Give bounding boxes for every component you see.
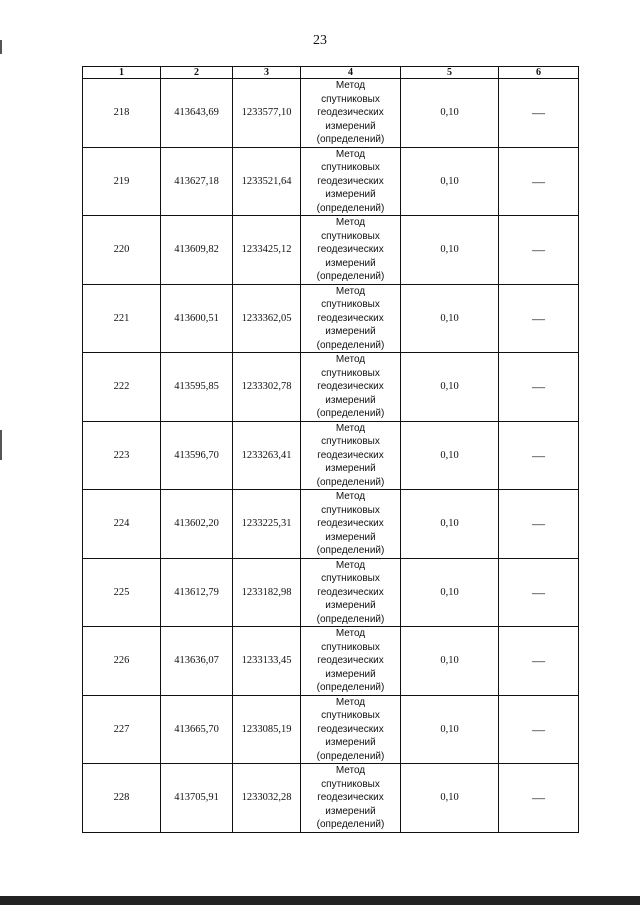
- x-coordinate-cell: 413596,70: [161, 421, 233, 490]
- accuracy-cell: 0,10: [401, 490, 499, 559]
- table-row: [83, 764, 579, 833]
- point-number-cell: 223: [83, 421, 161, 490]
- method-cell: Метод спутниковых геодезических измерений (определений): [301, 216, 401, 285]
- table-row: [83, 79, 579, 148]
- table-header: [83, 67, 579, 79]
- scan-edge-mark: [0, 430, 2, 460]
- column-header-6: 6: [499, 67, 579, 79]
- accuracy-cell: 0,10: [401, 421, 499, 490]
- x-coordinate-cell: 413627,18: [161, 147, 233, 216]
- y-coordinate-cell: 1233577,10: [233, 79, 301, 148]
- point-number-cell: 225: [83, 558, 161, 627]
- table-row: [83, 147, 579, 216]
- table-row: [83, 353, 579, 422]
- accuracy-cell: 0,10: [401, 353, 499, 422]
- x-coordinate-cell: 413643,69: [161, 79, 233, 148]
- column-header-4: 4: [301, 67, 401, 79]
- scan-edge-bottom: [0, 896, 640, 905]
- point-number-cell: 218: [83, 79, 161, 148]
- note-cell: —: [499, 490, 579, 559]
- column-header-5: 5: [401, 67, 499, 79]
- y-coordinate-cell: 1233302,78: [233, 353, 301, 422]
- coordinates-table: [82, 66, 579, 833]
- note-cell: —: [499, 695, 579, 764]
- x-coordinate-cell: 413636,07: [161, 627, 233, 696]
- x-coordinate-cell: 413609,82: [161, 216, 233, 285]
- y-coordinate-cell: 1233032,28: [233, 764, 301, 833]
- note-cell: —: [499, 764, 579, 833]
- method-cell: Метод спутниковых геодезических измерений (определений): [301, 695, 401, 764]
- note-cell: —: [499, 627, 579, 696]
- accuracy-cell: 0,10: [401, 764, 499, 833]
- method-cell: Метод спутниковых геодезических измерений (определений): [301, 353, 401, 422]
- accuracy-cell: 0,10: [401, 695, 499, 764]
- accuracy-cell: 0,10: [401, 558, 499, 627]
- point-number-cell: 220: [83, 216, 161, 285]
- x-coordinate-cell: 413612,79: [161, 558, 233, 627]
- accuracy-cell: 0,10: [401, 284, 499, 353]
- y-coordinate-cell: 1233225,31: [233, 490, 301, 559]
- accuracy-cell: 0,10: [401, 627, 499, 696]
- x-coordinate-cell: 413602,20: [161, 490, 233, 559]
- y-coordinate-cell: 1233263,41: [233, 421, 301, 490]
- method-cell: Метод спутниковых геодезических измерений (определений): [301, 79, 401, 148]
- method-cell: Метод спутниковых геодезических измерений (определений): [301, 764, 401, 833]
- y-coordinate-cell: 1233362,05: [233, 284, 301, 353]
- note-cell: —: [499, 353, 579, 422]
- note-cell: —: [499, 421, 579, 490]
- method-cell: Метод спутниковых геодезических измерений (определений): [301, 558, 401, 627]
- accuracy-cell: 0,10: [401, 147, 499, 216]
- table-body: [83, 79, 579, 833]
- table-row: [83, 558, 579, 627]
- x-coordinate-cell: 413705,91: [161, 764, 233, 833]
- header-row: [83, 67, 579, 79]
- y-coordinate-cell: 1233085,19: [233, 695, 301, 764]
- method-cell: Метод спутниковых геодезических измерений (определений): [301, 421, 401, 490]
- method-cell: Метод спутниковых геодезических измерений (определений): [301, 284, 401, 353]
- note-cell: —: [499, 216, 579, 285]
- table-row: [83, 284, 579, 353]
- table-row: [83, 490, 579, 559]
- x-coordinate-cell: 413595,85: [161, 353, 233, 422]
- x-coordinate-cell: 413600,51: [161, 284, 233, 353]
- page-number: 23: [313, 33, 327, 48]
- method-cell: Метод спутниковых геодезических измерений (определений): [301, 147, 401, 216]
- y-coordinate-cell: 1233182,98: [233, 558, 301, 627]
- column-header-3: 3: [233, 67, 301, 79]
- column-header-2: 2: [161, 67, 233, 79]
- table-row: [83, 421, 579, 490]
- y-coordinate-cell: 1233521,64: [233, 147, 301, 216]
- x-coordinate-cell: 413665,70: [161, 695, 233, 764]
- point-number-cell: 228: [83, 764, 161, 833]
- point-number-cell: 222: [83, 353, 161, 422]
- point-number-cell: 221: [83, 284, 161, 353]
- point-number-cell: 227: [83, 695, 161, 764]
- note-cell: —: [499, 558, 579, 627]
- note-cell: —: [499, 79, 579, 148]
- point-number-cell: 224: [83, 490, 161, 559]
- table-row: [83, 627, 579, 696]
- method-cell: Метод спутниковых геодезических измерений (определений): [301, 490, 401, 559]
- accuracy-cell: 0,10: [401, 216, 499, 285]
- accuracy-cell: 0,10: [401, 79, 499, 148]
- point-number-cell: 226: [83, 627, 161, 696]
- note-cell: —: [499, 147, 579, 216]
- y-coordinate-cell: 1233133,45: [233, 627, 301, 696]
- y-coordinate-cell: 1233425,12: [233, 216, 301, 285]
- note-cell: —: [499, 284, 579, 353]
- method-cell: Метод спутниковых геодезических измерений (определений): [301, 627, 401, 696]
- point-number-cell: 219: [83, 147, 161, 216]
- column-header-1: 1: [83, 67, 161, 79]
- table-row: [83, 695, 579, 764]
- table-row: [83, 216, 579, 285]
